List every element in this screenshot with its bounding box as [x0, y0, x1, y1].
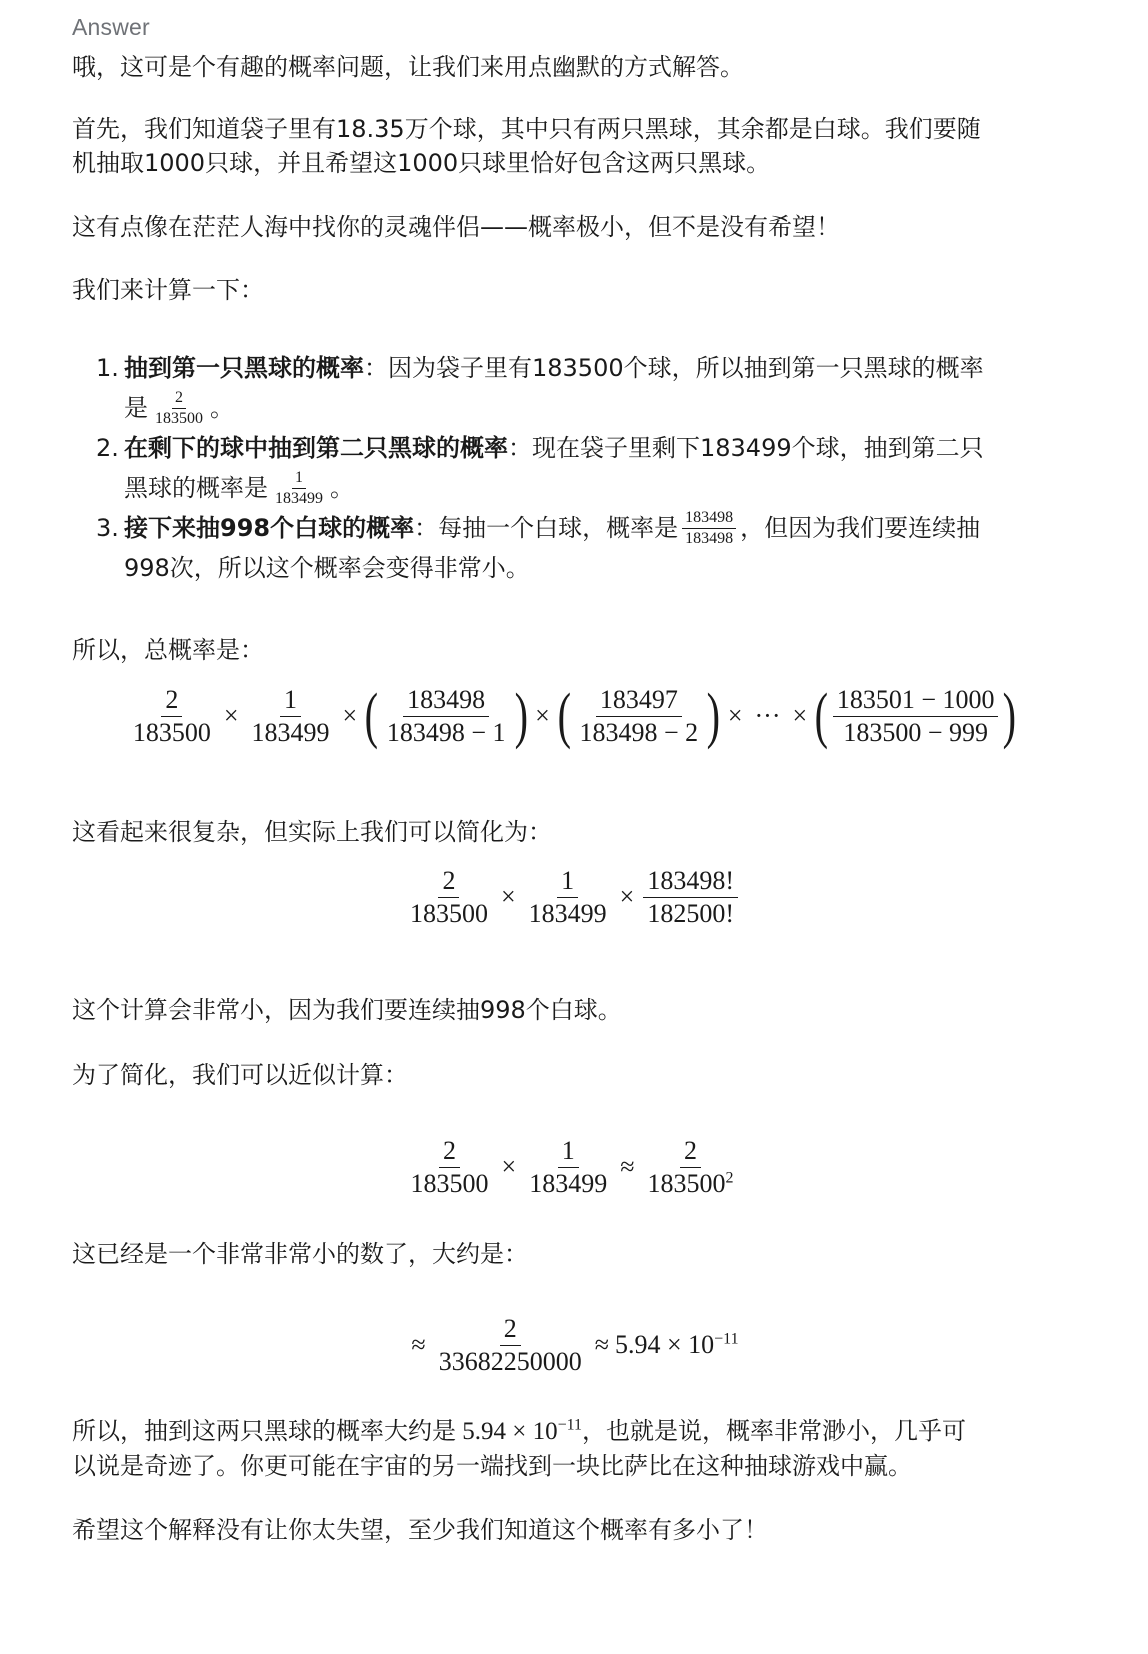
- list-item: [96, 508, 1076, 588]
- equation-total: $\frac{2}{183500}$ × $\frac{1}{183499}$ × ( $\frac{183498}{183498 - 1}$ ) × ( $\frac{183497}{183498 - 2}$ ) × ··· × ( $\frac{183501 - 1000}{183500 - 999}$ ): [72, 676, 1072, 756]
- fraction: $\frac{1}{183499}$: [275, 469, 323, 507]
- step-text: 黑球的概率是: [124, 474, 268, 502]
- setup-line-2: 机抽取1000只球，并且希望这1000只球里恰好包含这两只黑球。: [72, 149, 771, 177]
- step-number: 1.: [96, 354, 119, 382]
- fraction: $\frac{1}{183499}$: [529, 1136, 608, 1198]
- setup-line-1: 首先，我们知道袋子里有18.35万个球，其中只有两只黑球，其余都是白球。我们要随: [72, 115, 981, 143]
- total-intro: 所以，总概率是：: [72, 636, 264, 664]
- equation-simplified: $\frac{2}{183500}$ × $\frac{1}{183499}$ × $\frac{183498!}{182500!}$: [72, 862, 1072, 932]
- fraction: $\frac{2}{183500}$: [410, 1136, 489, 1198]
- equation-approx: $\frac{2}{183500}$ × $\frac{1}{183499}$ ≈ $\frac{2}{183500^2}$: [72, 1132, 1072, 1202]
- answer-header: Answer: [72, 14, 150, 40]
- fraction: $\frac{183497}{183498 - 2}$: [579, 685, 699, 747]
- inline-value: $5.94 \times 10^{-11}$: [462, 1416, 583, 1445]
- conclusion-paragraph: 所以，抽到这两只黑球的概率大约是 $5.94 \times 10^{-11}$，也就是说，概率非常渺小，几乎可 以说是奇迹了。你更可能在宇宙的另一端找到一块比萨比在这种抽球游戏中赢。: [72, 1416, 967, 1480]
- step-text: 是: [124, 394, 148, 422]
- fraction: $\frac{183498}{183498 - 1}$: [386, 685, 506, 747]
- fraction: $\frac{2}{33682250000}$: [438, 1314, 582, 1376]
- closing-paragraph: 希望这个解释没有让你太失望，至少我们知道这个概率有多小了！: [72, 1516, 768, 1544]
- step-title: 接下来抽998个白球的概率: [124, 514, 415, 542]
- calc-intro: 我们来计算一下：: [72, 276, 264, 304]
- step-title: 在剩下的球中抽到第二只黑球的概率: [124, 434, 508, 462]
- fraction: $\frac{183498}{183498}$: [681, 510, 737, 548]
- step-text: ：因为袋子里有183500个球，所以抽到第一只黑球的概率: [364, 354, 984, 382]
- tiny-intro: 这已经是一个非常非常小的数了，大约是：: [72, 1240, 528, 1268]
- fraction: $\frac{2}{183500}$: [155, 389, 203, 427]
- fraction: $\frac{2}{183500^2}$: [647, 1136, 734, 1198]
- fraction: $\frac{1}{183499}$: [528, 866, 607, 928]
- fraction: $\frac{2}{183500}$: [409, 866, 488, 928]
- small-note: 这个计算会非常小，因为我们要连续抽998个白球。: [72, 996, 622, 1024]
- step-text: ，但因为我们要连续抽: [740, 514, 981, 542]
- step-text: 998次，所以这个概率会变得非常小。: [124, 554, 530, 582]
- analogy-paragraph: 这有点像在茫茫人海中找你的灵魂伴侣——概率极小，但不是没有希望！: [72, 213, 840, 241]
- steps-list: [96, 348, 1076, 588]
- setup-paragraph: [72, 112, 1072, 180]
- fraction: $\frac{2}{183500}$: [132, 685, 211, 747]
- step-title: 抽到第一只黑球的概率: [124, 354, 364, 382]
- step-text: ：现在袋子里剩下183499个球，抽到第二只: [508, 434, 984, 462]
- simplify-intro: 这看起来很复杂，但实际上我们可以简化为：: [72, 818, 552, 846]
- step-number: 3.: [96, 514, 119, 542]
- result-value: $5.94 \times 10^{-11}$: [614, 1330, 739, 1359]
- approx-intro: 为了简化，我们可以近似计算：: [72, 1061, 408, 1089]
- fraction: $\frac{1}{183499}$: [251, 685, 330, 747]
- step-text: ：每抽一个白球，概率是: [414, 514, 679, 542]
- fraction: $\frac{183501 - 1000}{183500 - 999}$: [833, 686, 999, 746]
- list-item: 1. 抽到第一只黑球的概率：因为袋子里有183500个球，所以抽到第一只黑球的概率 是 $\frac{2}{183500}$ 。: [96, 348, 1076, 428]
- fraction: $\frac{183498!}{182500!}$: [643, 867, 738, 927]
- step-number: 2.: [96, 434, 119, 462]
- intro-paragraph: 哦，这可是个有趣的概率问题，让我们来用点幽默的方式解答。: [72, 53, 744, 81]
- equation-value: ≈ $\frac{2}{33682250000}$ ≈ $5.94 \times 10^{-11}$: [411, 1314, 739, 1376]
- list-item: 2. 在剩下的球中抽到第二只黑球的概率：现在袋子里剩下183499个球，抽到第二只 黑球的概率是 $\frac{1}{183499}$ 。: [96, 428, 1076, 508]
